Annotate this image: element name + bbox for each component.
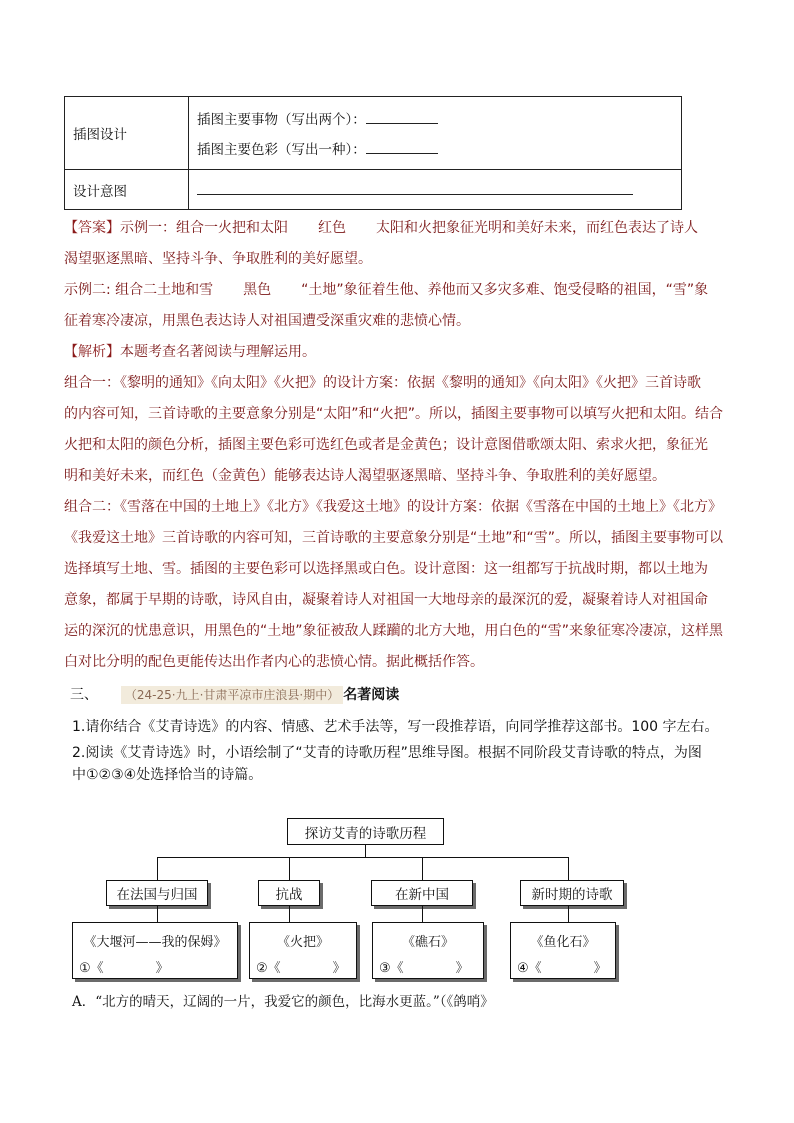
blank-line xyxy=(197,180,633,195)
table-illustration-cell xyxy=(189,97,682,170)
design-table xyxy=(64,96,682,210)
illustration-color-line: 插图主要色彩（写出一种）： xyxy=(197,135,673,165)
poem-title: 《礁石》 xyxy=(401,935,454,950)
example1-text: 太阳和火把象征光明和美好未来，而红色表达了诗人 xyxy=(376,220,698,236)
poem-slot: ④《 》 xyxy=(517,961,607,976)
connector-line xyxy=(422,857,423,880)
example2-text-cont: 征着寒冷凄凉，用黑色表达诗人对祖国遭受深重灾难的悲愤心情。 xyxy=(64,313,470,329)
table-label-illustration: 插图设计 xyxy=(65,97,189,170)
connector-line xyxy=(568,857,569,880)
stage-box: 新时期的诗歌 xyxy=(520,880,624,906)
analysis-intro: 本题考查名著阅读与理解运用。 xyxy=(120,344,316,360)
poem-title: 《火把》 xyxy=(276,935,329,950)
connector-line xyxy=(289,857,290,880)
blank-line xyxy=(366,141,438,154)
illustration-items-line: 插图主要事物（写出两个）： xyxy=(197,105,673,135)
stage-box: 抗战 xyxy=(258,880,320,906)
poem-box xyxy=(372,922,484,979)
analysis-tag: 【解析】 xyxy=(64,344,120,360)
stage-box: 在新中国 xyxy=(371,880,473,906)
mindmap-root: 探访艾青的诗歌历程 xyxy=(287,818,444,845)
example2-label: 示例二: 组合二土地和雪 xyxy=(64,282,214,298)
poem-slot: ③《 》 xyxy=(379,961,469,976)
section-number: 三、 xyxy=(70,687,98,703)
analysis-line: 《我爱这土地》三首诗歌的内容可知，三首诗歌的主要意象分别是“土地”和“雪”。所以，插图主要事物可以 xyxy=(64,530,724,546)
connector-line xyxy=(157,906,158,922)
poem-slot: ①《 》 xyxy=(79,961,169,976)
analysis-line: 组合二：《雪落在中国的土地上》《北方》《我爱这土地》的设计方案：依据《雪落在中国的土地上》《北方》 xyxy=(64,499,722,515)
table-intent-cell xyxy=(189,170,682,210)
analysis-line: 组合一：《黎明的通知》《向太阳》《火把》的设计方案：依据《黎明的通知》《向太阳》《火把》三首诗歌 xyxy=(64,375,701,391)
poem-slot: ②《 》 xyxy=(256,961,346,976)
blank-line xyxy=(366,111,438,124)
connector-line xyxy=(157,857,568,858)
analysis-line: 明和美好未来，而红色（金黄色）能够表达诗人渴望驱逐黑暗、坚持斗争、争取胜利的美好愿望。 xyxy=(64,468,666,484)
question-2: 2.阅读《艾青诗选》时，小语绘制了“艾青的诗歌历程”思维导图。根据不同阶段艾青诗歌的特点，为图 中①②③④处选择恰当的诗篇。 xyxy=(72,745,702,783)
section-title: 名著阅读 xyxy=(343,687,400,703)
analysis-line: 白对比分明的配色更能传达出作者内心的悲愤心情。据此概括作答。 xyxy=(64,654,484,670)
section-source: （24-25·九上·甘肃平凉市庄浪县·期中） xyxy=(121,686,343,704)
answer-block xyxy=(64,213,728,678)
poem-title: 《大堰河——我的保姆》 xyxy=(83,935,227,950)
answer-tag: 【答案】 xyxy=(64,220,120,236)
stage-box: 在法国与归国 xyxy=(106,880,208,906)
section-heading xyxy=(70,684,399,704)
poem-box xyxy=(249,922,357,979)
poem-title: 《鱼化石》 xyxy=(530,935,596,950)
example1-label: 示例一：组合一火把和太阳 xyxy=(120,220,288,236)
analysis-line: 意象，都属于早期的诗歌，诗风自由，凝聚着诗人对祖国一大地母亲的最深沉的爱，凝聚着诗人对祖国命 xyxy=(64,592,708,608)
analysis-line: 选择填写土地、雪。插图的主要色彩可以选择黑或白色。设计意图：这一组都写于抗战时期，都以土地为 xyxy=(64,561,708,577)
connector-line xyxy=(289,906,290,922)
poem-box xyxy=(510,922,616,979)
question-1: 1.请你结合《艾青诗选》的内容、情感、艺术手法等，写一段推荐语，向同学推荐这部书。100 字左右。 xyxy=(72,719,719,735)
analysis-line: 火把和太阳的颜色分析，插图主要色彩可选红色或者是金黄色；设计意图借歌颂太阳、索求火把，象征光 xyxy=(64,437,708,453)
poem-box xyxy=(72,922,238,979)
example2-color: 黑色 xyxy=(243,282,272,298)
connector-line xyxy=(568,906,569,922)
option-a: A．“北方的晴天，辽阔的一片，我爱它的颜色，比海水更蓝。”（《鸽哨》 xyxy=(72,994,494,1010)
analysis-line: 运的深沉的忧患意识，用黑色的“土地”象征被敌人蹂躏的北方大地，用白色的“雪”来象征寒冷凄凉，这样黑 xyxy=(64,623,724,639)
connector-line xyxy=(422,906,423,922)
table-label-intent: 设计意图 xyxy=(65,170,189,210)
example2-text: “土地”象征着生他、养他而又多灾多难、饱受侵略的祖国，“雪”象 xyxy=(301,282,709,298)
connector-line xyxy=(157,857,158,880)
example1-color: 红色 xyxy=(318,220,346,236)
analysis-line: 的内容可知，三首诗歌的主要意象分别是“太阳”和“火把”。所以，插图主要事物可以填写火把和太阳。结合 xyxy=(64,406,724,422)
example1-text-cont: 渴望驱逐黑暗、坚持斗争、争取胜利的美好愿望。 xyxy=(64,251,372,267)
